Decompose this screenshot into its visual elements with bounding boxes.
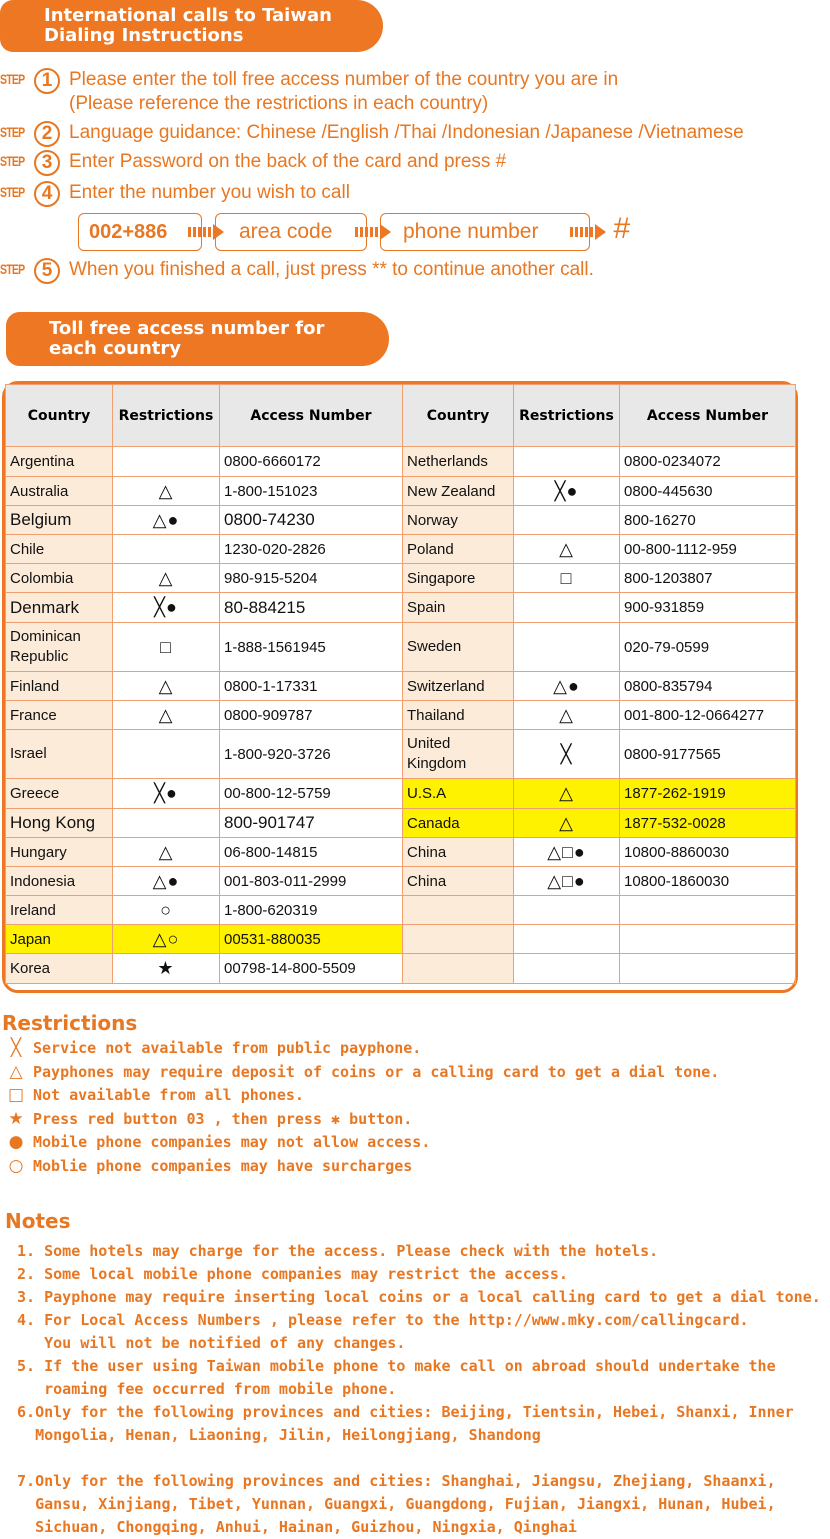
access-number-cell: 800-1203807 <box>620 564 796 593</box>
access-number-cell <box>620 954 796 984</box>
access-number-cell: 0800-445630 <box>620 477 796 506</box>
note-item: 3. Payphone may require inserting local coins or a local calling card to get a dial tone. <box>8 1288 821 1306</box>
access-number-cell: 1877-262-1919 <box>620 779 796 809</box>
legend-item <box>5 1085 304 1105</box>
step-text-secondary: (Please reference the restrictions in each country) <box>69 93 489 114</box>
table-row <box>6 593 796 623</box>
access-number-cell: 00-800-12-5759 <box>220 779 403 809</box>
hash-symbol: # <box>613 212 630 245</box>
access-number-cell: 0800-74230 <box>220 506 403 535</box>
access-number-cell: 0800-1-17331 <box>220 672 403 701</box>
restriction-cell: △● <box>113 506 220 535</box>
country-cell: Greece <box>6 779 113 809</box>
cross-icon: ╳ <box>10 1038 22 1058</box>
restriction-cell: △ <box>514 809 620 838</box>
access-number-table <box>5 384 796 984</box>
country-cell: Sweden <box>403 623 514 672</box>
access-number-cell: 0800-835794 <box>620 672 796 701</box>
country-cell: Argentina <box>6 447 113 477</box>
country-cell: Ireland <box>6 896 113 925</box>
access-number-cell: 800-901747 <box>220 809 403 838</box>
note-item: 2. Some local mobile phone companies may restrict the access. <box>8 1265 568 1283</box>
restriction-cell: △□● <box>514 867 620 896</box>
note-item: 1. Some hotels may charge for the access. Please check with the hotels. <box>8 1242 659 1260</box>
restriction-cell: △ <box>113 701 220 730</box>
legend-item <box>5 1156 412 1176</box>
step-tag: STEP <box>0 71 25 87</box>
column-header: Restrictions <box>514 385 620 447</box>
restriction-cell <box>514 593 620 623</box>
restriction-cell <box>514 447 620 477</box>
restriction-cell: ╳● <box>113 593 220 623</box>
country-cell: Thailand <box>403 701 514 730</box>
step-number: 3 <box>34 150 60 176</box>
restriction-cell: ╳● <box>514 477 620 506</box>
column-header: Restrictions <box>113 385 220 447</box>
column-header: Country <box>6 385 113 447</box>
country-cell: Israel <box>6 730 113 779</box>
access-number-cell: 0800-909787 <box>220 701 403 730</box>
restriction-cell <box>514 954 620 984</box>
access-number-cell: 06-800-14815 <box>220 838 403 867</box>
restriction-cell: △○ <box>113 925 220 954</box>
column-header: Country <box>403 385 514 447</box>
legend-text: Service not available from public payphone. <box>33 1039 422 1057</box>
restriction-cell: □ <box>514 564 620 593</box>
table-row <box>6 701 796 730</box>
header-line-1: Toll free access number for <box>49 318 325 339</box>
table-row <box>6 925 796 954</box>
flow-area-code-box: area code <box>215 213 367 251</box>
restriction-cell <box>113 730 220 779</box>
note-item: 6.Only for the following provinces and cities: Beijing, Tientsin, Hebei, Shanxi, Inner Mongolia, Henan, Liaoning, Jilin, Heilongjiang, Shandong <box>17 1403 794 1444</box>
country-cell: Singapore <box>403 564 514 593</box>
restriction-cell: △ <box>113 477 220 506</box>
step-number: 5 <box>34 258 60 284</box>
note-item: 4. For Local Access Numbers , please refer to the http://www.mky.com/callingcard. You will not be notified of any changes. <box>17 1311 749 1352</box>
access-number-cell: 800-16270 <box>620 506 796 535</box>
notes-title: Notes <box>5 1209 71 1233</box>
table-row <box>6 954 796 984</box>
access-number-cell: 1-800-620319 <box>220 896 403 925</box>
country-cell: Switzerland <box>403 672 514 701</box>
country-cell: Japan <box>6 925 113 954</box>
legend-item <box>5 1109 412 1129</box>
access-number-cell: 80-884215 <box>220 593 403 623</box>
legend-text: Not available from all phones. <box>33 1086 304 1104</box>
country-cell: United Kingdom <box>403 730 514 779</box>
table-header-row <box>6 385 796 447</box>
step-1 <box>0 68 618 116</box>
restriction-cell: ╳ <box>514 730 620 779</box>
country-cell: Canada <box>403 809 514 838</box>
access-number-cell: 00798-14-800-5509 <box>220 954 403 984</box>
access-number-cell <box>620 896 796 925</box>
table-row <box>6 779 796 809</box>
legend-text: Payphones may require deposit of coins or a calling card to get a dial tone. <box>33 1062 720 1081</box>
column-header: Access Number <box>220 385 403 447</box>
step-4 <box>0 181 350 207</box>
note-item: 7.Only for the following provinces and cities: Shanghai, Jiangsu, Zhejiang, Shaanxi, Gansu, Xinjiang, Tibet, Yunnan, Guangxi, Guangdong, Fujian, Jiangxi, Hunan, Hubei, Sichuan, Chongqing, Anhui, Hainan, Guizhou, Ningxia, Qinghai <box>17 1472 776 1536</box>
access-number-cell: 0800-9177565 <box>620 730 796 779</box>
country-cell: Netherlands <box>403 447 514 477</box>
access-number-cell: 020-79-0599 <box>620 623 796 672</box>
country-cell: U.S.A <box>403 779 514 809</box>
country-cell: China <box>403 867 514 896</box>
access-number-cell: 10800-1860030 <box>620 867 796 896</box>
access-number-cell: 00-800-1112-959 <box>620 535 796 564</box>
legend-text: Mobile phone companies may not allow access. <box>33 1133 431 1151</box>
access-number-cell: 0800-6660172 <box>220 447 403 477</box>
restriction-cell <box>113 809 220 838</box>
restriction-cell: △ <box>113 838 220 867</box>
country-cell: Colombia <box>6 564 113 593</box>
column-header: Access Number <box>620 385 796 447</box>
legend-item <box>5 1062 719 1082</box>
table-row <box>6 867 796 896</box>
country-cell: New Zealand <box>403 477 514 506</box>
table-row <box>6 809 796 838</box>
legend-item <box>5 1132 430 1152</box>
restriction-cell <box>514 925 620 954</box>
step-text: Enter the number you wish to call <box>69 182 350 203</box>
country-cell: Dominican Republic <box>6 623 113 672</box>
access-number-cell: 1-800-920-3726 <box>220 730 403 779</box>
access-number-cell: 1-800-151023 <box>220 477 403 506</box>
star-icon: ★ <box>8 1108 24 1129</box>
access-number-cell: 900-931859 <box>620 593 796 623</box>
restriction-cell <box>514 896 620 925</box>
restriction-cell: ╳● <box>113 779 220 809</box>
restriction-cell: ★ <box>113 954 220 984</box>
access-number-cell: 001-803-011-2999 <box>220 867 403 896</box>
table-row <box>6 535 796 564</box>
step-text: Enter Password on the back of the card and press # <box>69 151 507 172</box>
access-number-table-frame <box>2 381 798 993</box>
country-cell: France <box>6 701 113 730</box>
restriction-cell: △ <box>514 701 620 730</box>
access-number-cell: 1-888-1561945 <box>220 623 403 672</box>
access-number-cell <box>620 925 796 954</box>
restriction-cell: △ <box>113 564 220 593</box>
table-row <box>6 838 796 867</box>
step-text: Language guidance: Chinese /English /Thai /Indonesian /Japanese /Vietnamese <box>69 122 744 143</box>
step-text: When you finished a call, just press ** to continue another call. <box>69 259 594 280</box>
header-line-2: Dialing Instructions <box>44 25 244 46</box>
access-number-header <box>6 312 389 366</box>
restriction-cell <box>113 447 220 477</box>
table-row <box>6 730 796 779</box>
country-cell <box>403 896 514 925</box>
step-tag: STEP <box>0 124 25 140</box>
restriction-cell: △● <box>514 672 620 701</box>
flow-phone-number-box: phone number <box>380 213 590 251</box>
table-row <box>6 672 796 701</box>
country-cell: Finland <box>6 672 113 701</box>
table-row <box>6 564 796 593</box>
step-tag: STEP <box>0 153 25 169</box>
step-tag: STEP <box>0 261 25 277</box>
country-cell: Korea <box>6 954 113 984</box>
access-number-cell: 0800-0234072 <box>620 447 796 477</box>
restriction-cell: △ <box>113 672 220 701</box>
restrictions-title: Restrictions <box>2 1011 138 1035</box>
access-number-cell: 1230-020-2826 <box>220 535 403 564</box>
step-3 <box>0 150 506 176</box>
header-line-1: International calls to Taiwan <box>44 5 332 26</box>
country-cell: Australia <box>6 477 113 506</box>
step-text: Please enter the toll free access number of the country you are in <box>69 69 619 90</box>
access-number-cell: 10800-8860030 <box>620 838 796 867</box>
flow-country-code-box: 002+886 <box>78 213 202 251</box>
step-2 <box>0 121 744 147</box>
restriction-cell <box>113 535 220 564</box>
square-icon: □ <box>7 1085 25 1105</box>
country-cell: Indonesia <box>6 867 113 896</box>
table-row <box>6 623 796 672</box>
restriction-cell <box>514 623 620 672</box>
legend-text: Moblie phone companies may have surcharges <box>33 1156 413 1175</box>
country-cell <box>403 925 514 954</box>
header-line-2: each country <box>49 338 181 359</box>
country-cell: Hong Kong <box>6 809 113 838</box>
filled-circle-icon: ● <box>8 1132 24 1152</box>
table-row <box>6 477 796 506</box>
country-cell: Denmark <box>6 593 113 623</box>
access-number-cell: 00531-880035 <box>220 925 403 954</box>
country-cell: Hungary <box>6 838 113 867</box>
country-cell: China <box>403 838 514 867</box>
step-number: 1 <box>34 68 60 94</box>
access-number-cell: 980-915-5204 <box>220 564 403 593</box>
country-cell: Poland <box>403 535 514 564</box>
arrow-right-icon <box>570 224 606 240</box>
legend-text: Press red button 03 , then press ✱ button. <box>33 1109 413 1128</box>
country-cell: Norway <box>403 506 514 535</box>
dialing-instructions-header <box>0 0 383 52</box>
hollow-circle-icon: ○ <box>8 1155 24 1176</box>
restriction-cell: ○ <box>113 896 220 925</box>
restriction-cell: △□● <box>514 838 620 867</box>
access-number-cell: 001-800-12-0664277 <box>620 701 796 730</box>
legend-item <box>5 1038 421 1058</box>
table-row <box>6 506 796 535</box>
step-number: 2 <box>34 121 60 147</box>
restriction-cell <box>514 506 620 535</box>
country-cell <box>403 954 514 984</box>
step-number: 4 <box>34 181 60 207</box>
country-cell: Chile <box>6 535 113 564</box>
step-5 <box>0 258 594 284</box>
restriction-cell: △ <box>514 779 620 809</box>
access-number-cell: 1877-532-0028 <box>620 809 796 838</box>
restriction-cell: △ <box>514 535 620 564</box>
country-cell: Spain <box>403 593 514 623</box>
note-item: 5. If the user using Taiwan mobile phone to make call on abroad should undertake the roaming fee occurred from mobile phone. <box>17 1357 776 1398</box>
table-row <box>6 896 796 925</box>
table-row <box>6 447 796 477</box>
restriction-cell: △● <box>113 867 220 896</box>
step-tag: STEP <box>0 184 25 200</box>
triangle-icon: △ <box>9 1061 23 1082</box>
country-cell: Belgium <box>6 506 113 535</box>
restriction-cell: □ <box>113 623 220 672</box>
